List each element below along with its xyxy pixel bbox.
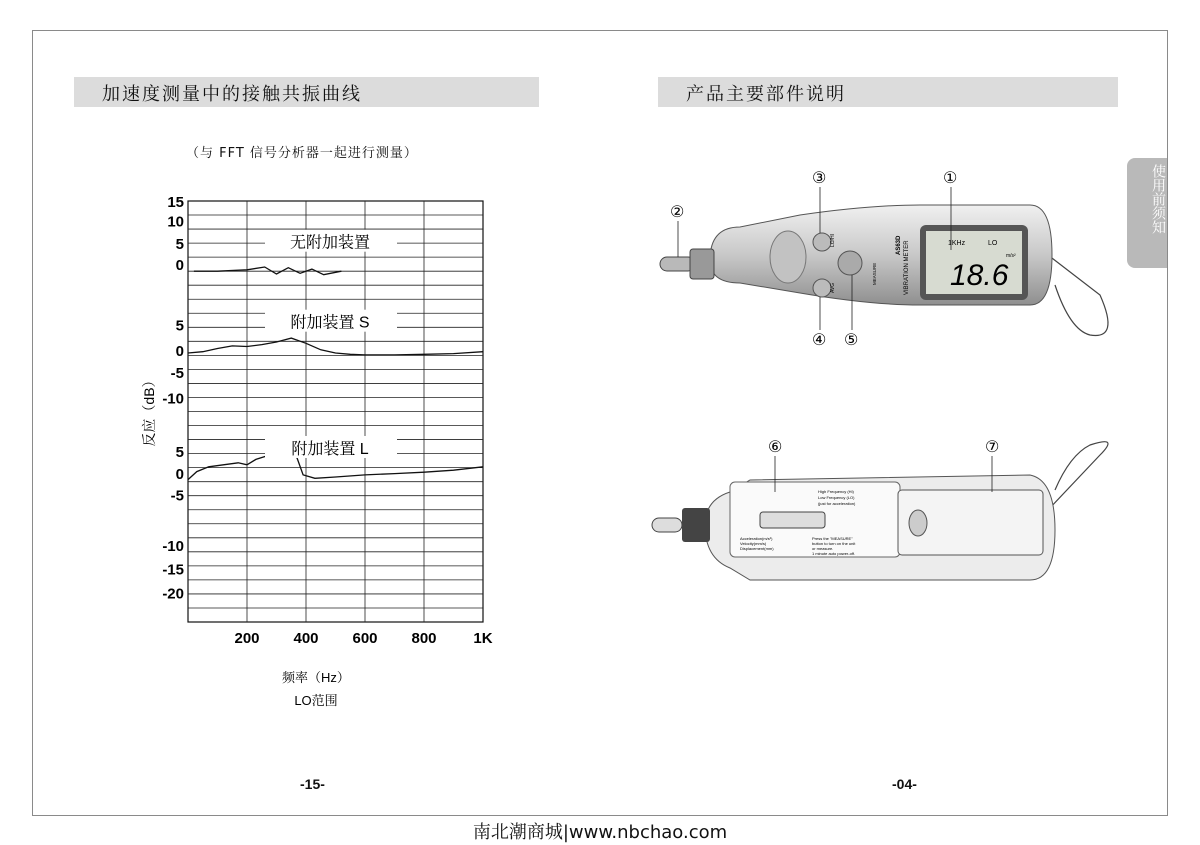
- y-tick-label: 0: [175, 257, 184, 275]
- right-page-number: -04-: [892, 776, 917, 792]
- y-axis-title: 反应（dB）: [141, 373, 157, 447]
- lcd-unit: m/s²: [1006, 253, 1016, 259]
- back-label-6: Press the "MEASURE": [812, 536, 853, 541]
- callout-5: ⑤: [844, 332, 859, 349]
- back-label-3: Acceleration(m/s²): [740, 536, 773, 541]
- y-tick-label: -10: [162, 537, 184, 555]
- left-page-title: 加速度测量中的接触共振曲线: [102, 84, 362, 105]
- product-label: VIBRATION METER: [904, 240, 910, 295]
- chart-subtitle: （与 FFT 信号分析器一起进行测量）: [186, 146, 418, 161]
- callout-6: ⑥: [768, 439, 783, 456]
- footer-watermark[interactable]: 南北潮商城|www.nbchao.com: [472, 822, 728, 843]
- x-tick-label: 800: [411, 630, 437, 647]
- probe-tip-back: [652, 518, 682, 532]
- lohi-button: [813, 233, 831, 251]
- y-tick-label: 0: [175, 342, 184, 360]
- back-label-1: Low Frequency (LO): [818, 495, 855, 500]
- back-label-9: 1 minute auto power-off.: [812, 551, 856, 556]
- callout-4: ④: [812, 332, 827, 349]
- x-tick-label: 1K: [473, 630, 493, 647]
- callout-7: ⑦: [985, 439, 1000, 456]
- y-tick-label: -15: [162, 561, 184, 579]
- lcd-value: 18.6: [950, 259, 1009, 292]
- right-section-header: [658, 77, 1118, 107]
- loop-strap-back: [1048, 442, 1108, 510]
- lohi-label: LO/HI: [830, 233, 836, 247]
- lcd-range: LO: [988, 240, 998, 247]
- avg-button: [813, 279, 831, 297]
- y-tick-label: -20: [162, 585, 184, 603]
- callout-2: ②: [670, 204, 685, 221]
- probe-ring-back: [682, 508, 710, 542]
- model-label: AS63D: [896, 235, 902, 255]
- y-tick-label: -5: [170, 487, 184, 505]
- device-front-illustration: [650, 165, 1150, 365]
- back-label-5: Displacement(mm): [740, 546, 774, 551]
- x-axis-title: 频率（Hz）: [282, 670, 350, 685]
- series-label: 附加装置 L: [291, 440, 369, 458]
- back-label-4: Velocity(mm/s): [740, 541, 767, 546]
- right-page-title: 产品主要部件说明: [686, 84, 846, 105]
- chart-grid: [188, 201, 483, 622]
- y-tick-label: 0: [175, 466, 184, 484]
- x-tick-label: 600: [352, 630, 378, 647]
- lcd-freq: 1KHz: [948, 240, 966, 247]
- x-axis-subtitle: LO范围: [294, 693, 338, 708]
- loop-strap: [1048, 255, 1108, 336]
- y-tick-label: 5: [175, 236, 184, 254]
- y-tick-label: -10: [162, 390, 184, 408]
- left-page-number: -15-: [300, 776, 325, 792]
- x-tick-label: 200: [234, 630, 260, 647]
- device-back-illustration: [650, 430, 1150, 600]
- y-tick-label: -5: [170, 365, 184, 383]
- back-label-2: (just for acceleration): [818, 501, 856, 506]
- x-tick-label: 400: [293, 630, 319, 647]
- series-curve-1: [188, 338, 483, 355]
- probe-ring: [690, 249, 714, 279]
- back-label-8: or measure.: [812, 546, 834, 551]
- measure-label: MEASURE: [872, 262, 877, 285]
- measure-button: [838, 251, 862, 275]
- y-tick-label: 5: [175, 443, 184, 461]
- y-tick-label: 15: [167, 194, 184, 211]
- back-label-0: High Frequency (Hi): [818, 489, 854, 494]
- y-tick-label: 10: [167, 213, 184, 231]
- resonance-chart: [0, 160, 540, 740]
- left-section-header: [74, 77, 539, 107]
- callout-1: ①: [943, 170, 958, 187]
- series-label: 附加装置 S: [290, 314, 370, 332]
- y-tick-label: 5: [175, 317, 184, 335]
- back-label-7: button to turn on the unit: [812, 541, 856, 546]
- series-label: 无附加装置: [289, 234, 371, 252]
- mini-device: [760, 512, 825, 528]
- grip-oval: [770, 231, 806, 283]
- cover-latch: [909, 510, 927, 536]
- avg-label: AVG: [830, 282, 836, 293]
- side-tab-label: 使用前须知: [1150, 164, 1166, 234]
- callout-3: ③: [812, 170, 827, 187]
